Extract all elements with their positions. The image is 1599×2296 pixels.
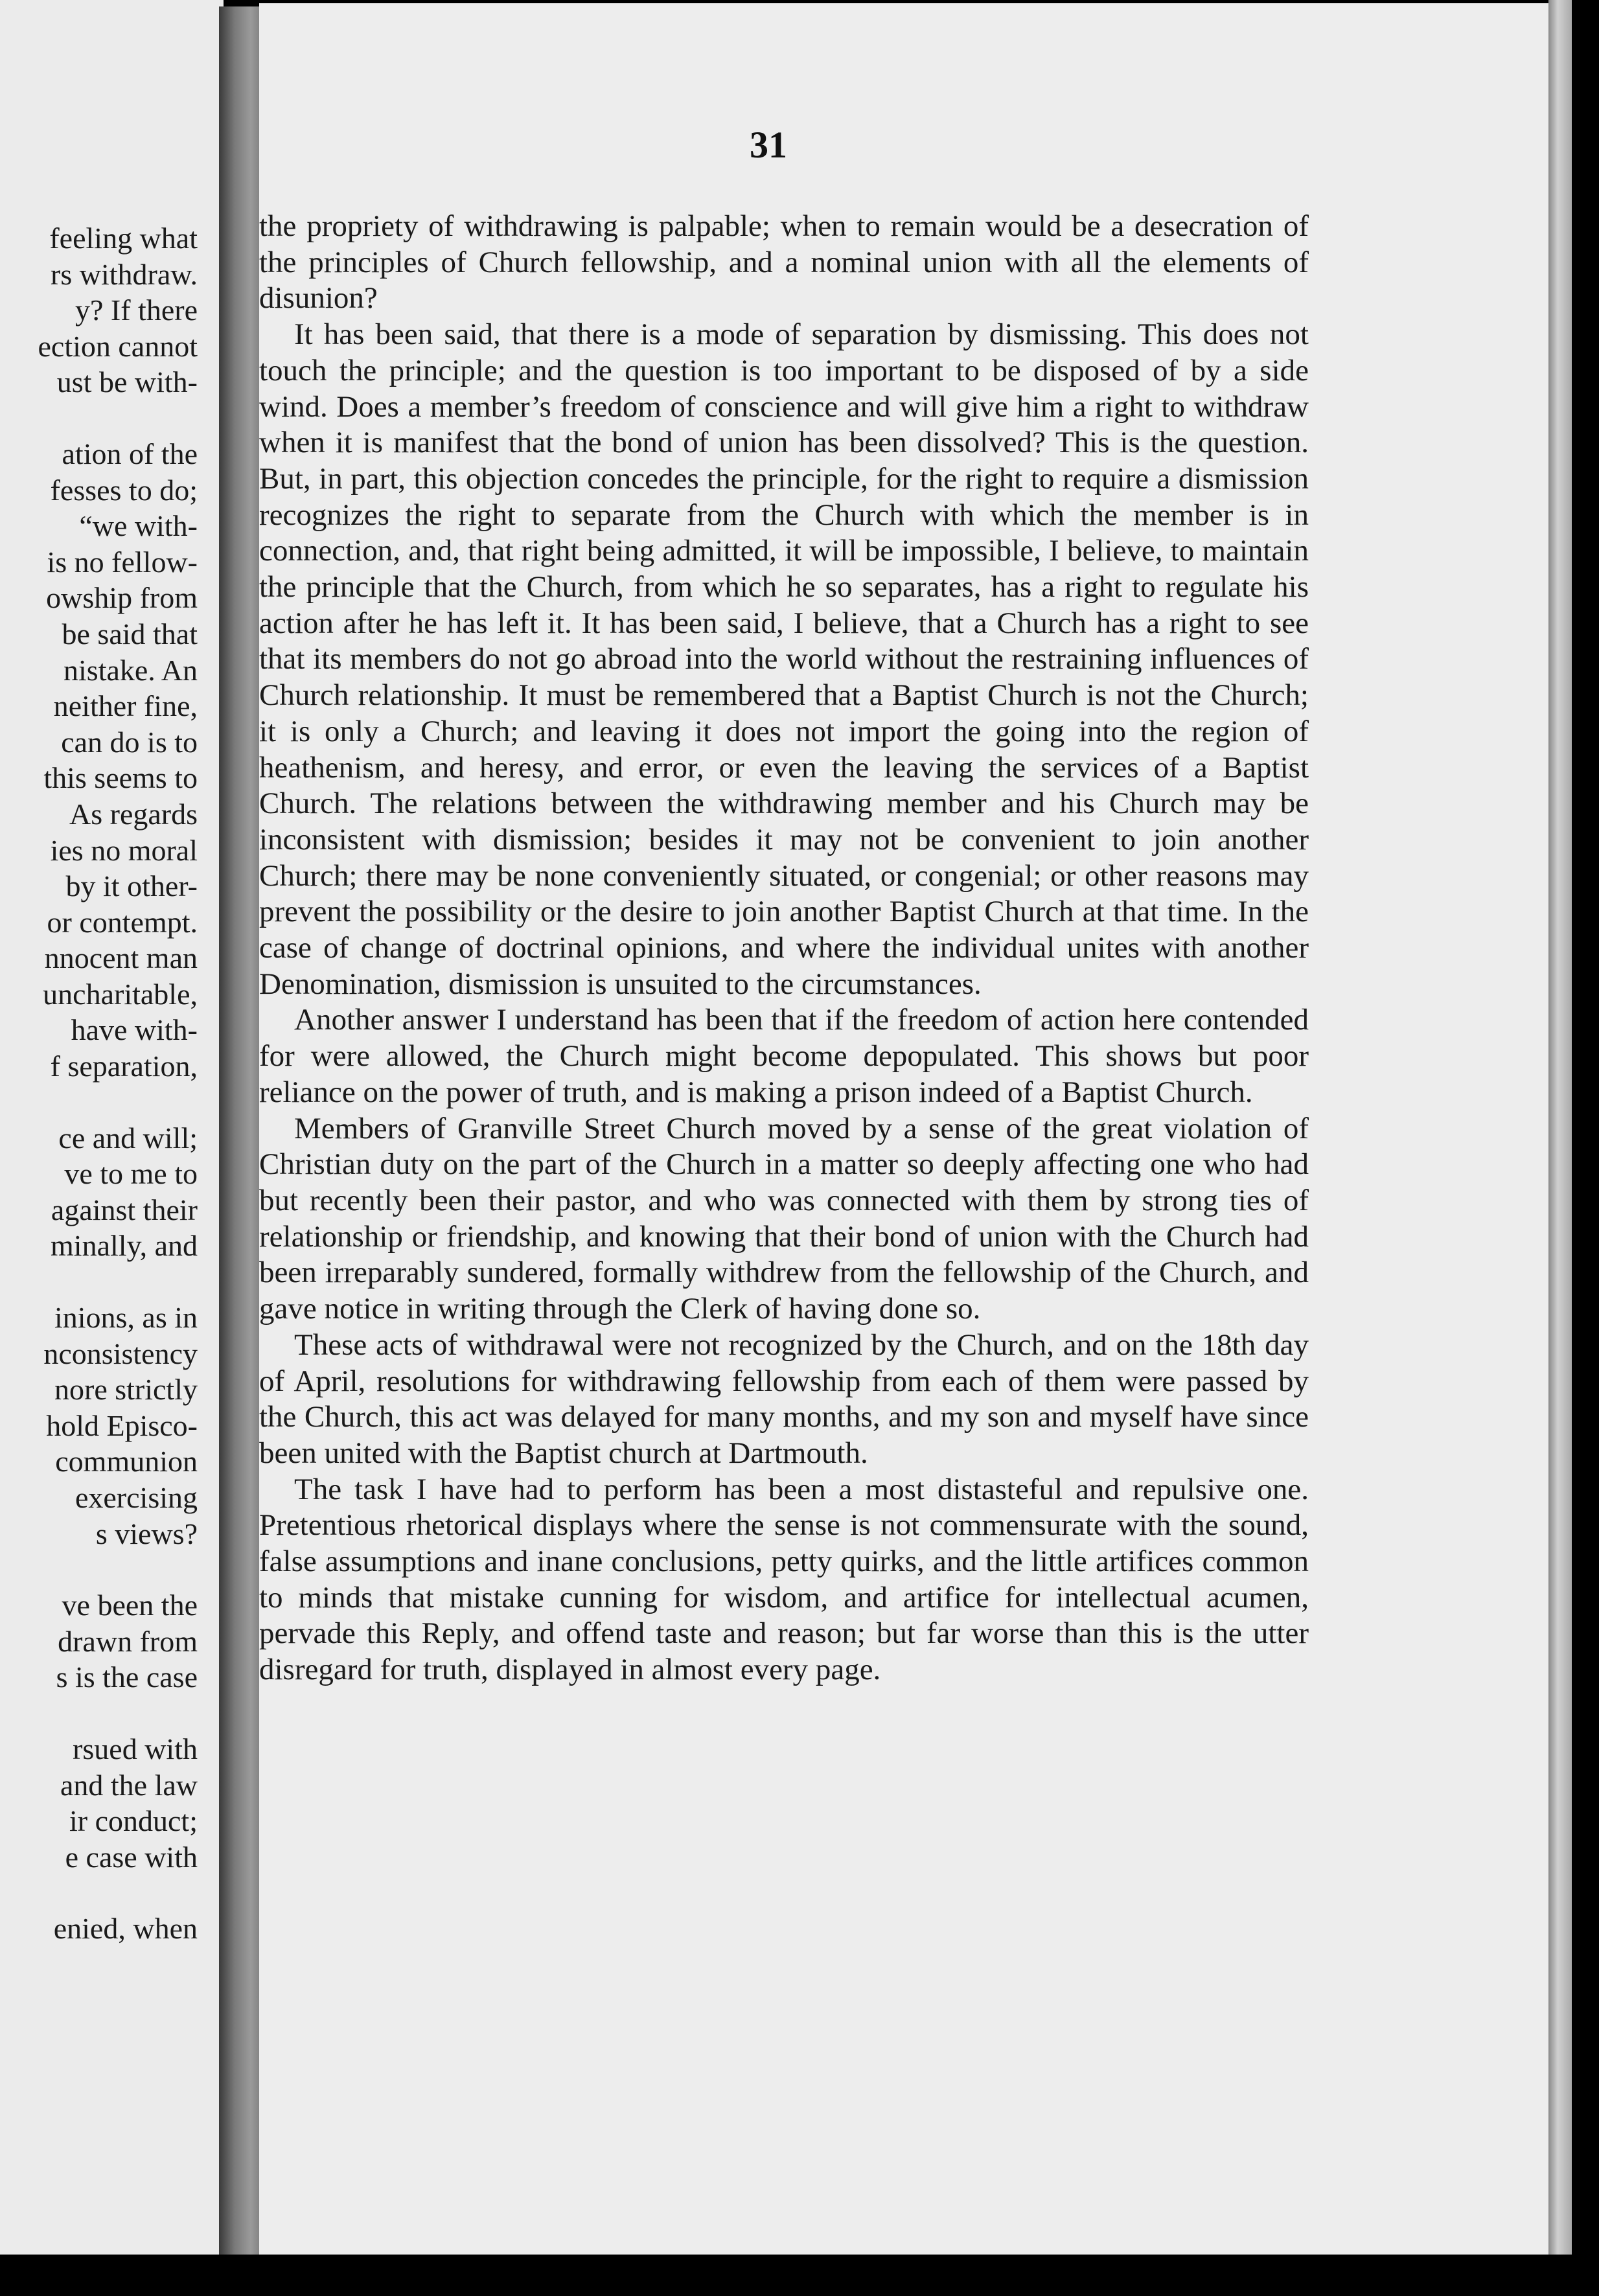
left-page-line (38, 1552, 198, 1587)
left-page-line: e case with (65, 1840, 198, 1874)
left-page-line: s is the case (56, 1660, 198, 1694)
left-page-line (38, 1264, 198, 1300)
left-page-line: drawn from (58, 1624, 198, 1658)
left-page-line: this seems to (43, 761, 198, 795)
left-page-text (38, 220, 198, 1947)
left-page-line: be said that (62, 617, 198, 650)
left-page-line (38, 400, 198, 436)
left-page-line (38, 1085, 198, 1120)
left-page-line: As regards (69, 797, 198, 831)
left-page-line: ve been the (62, 1589, 198, 1622)
left-page-line (38, 1875, 198, 1911)
paragraph: Members of Granville Street Church moved by a sense of the great violation of Christian duty on the part of the Church in a matter so deeply affecting one who had but recently been their pastor, and who was connected with them by strong ties of relationship or friendship, and knowing that their bond of union with the Church had been irreparably sundered, formally withdrew from the fellowship of the Church, and gave notice in writing through the Clerk of having done so. (259, 1111, 1309, 1326)
paragraph: These acts of withdrawal were not recognized by the Church, and on the 18th day of April, resolutions for withdrawing fellowship from each of them were passed by the Church, this act was delayed for many months, and my son and myself have since been united with the Baptist church at Dartmouth. (259, 1327, 1309, 1470)
left-page-line: ection cannot (38, 329, 198, 363)
left-page-line: and the law (60, 1768, 198, 1802)
left-page-line: ir conduct; (69, 1804, 198, 1838)
left-page-line: can do is to (61, 725, 198, 759)
left-page-line: uncharitable, (43, 977, 198, 1011)
paragraph: It has been said, that there is a mode of separation by dismissing. This does not touch the principle; and the question is too important to be disposed of by a side wind. Does a member’s freedom of conscience and will give him a right to withdraw when it is manifest that the bond of union has been dissolved? This is the question. But, in part, this objection concedes the principle, for the right to require a dismission recognizes the right to separate from the Church with which the member is in connection, and, that right being admitted, it will be impossible, I believe, to maintain the principle that the Church, from which he so separates, has a right to regulate his action after he has left it. It has been said, I believe, that a Church has a right to see that its members do not go abroad into the world without the restraining influences of Church relationship. It must be remembered that a Baptist Church is not the Church; it is only a Church; and leaving it does not import the going into the region of heathenism, and heresy, and error, or even the leaving the services of a Baptist Church. The relations between the withdrawing member and his Church may be inconsistent with dismission; besides it may not be convenient to join another Church; there may be none conveniently situated, or congenial; or other reasons may prevent the possibility or the desire to join another Baptist Church at that time. In the case of change of doctrinal opinions, and where the individual unites with another Denomination, dismission is unsuited to the circumstances. (259, 317, 1309, 1001)
body-text (259, 209, 1309, 1688)
left-page-line: is no fellow- (47, 545, 198, 579)
left-page-line: feeling what (49, 222, 198, 255)
left-page-line: neither fine, (53, 689, 198, 723)
left-page-line: enied, when (53, 1912, 198, 1946)
left-page-line: ust be with- (56, 365, 198, 399)
left-page-line: inions, as in (54, 1301, 198, 1335)
left-page-line: hold Episco- (46, 1408, 198, 1442)
left-page-line: nistake. An (63, 653, 198, 687)
left-page-line: have with- (71, 1013, 198, 1047)
left-page-line: “we with- (79, 509, 198, 543)
left-page-line: owship from (46, 581, 198, 615)
left-page-line: y? If there (75, 293, 198, 327)
left-page-line: communion (55, 1445, 198, 1478)
left-page-line: exercising (75, 1481, 198, 1514)
left-page-line: fesses to do; (50, 473, 198, 507)
left-page-line (38, 1695, 198, 1731)
left-page-line: nconsistency (43, 1337, 198, 1370)
page-edge (1548, 0, 1572, 2255)
left-page-line: ve to me to (64, 1157, 198, 1191)
left-page-line: nnocent man (44, 941, 198, 975)
left-page-line: rs withdraw. (51, 257, 198, 291)
left-page-line: ation of the (62, 437, 198, 470)
left-page-line: f separation, (50, 1050, 198, 1083)
left-page-line: nore strictly (54, 1373, 198, 1406)
left-page-line: or contempt. (47, 905, 198, 939)
page-number: 31 (750, 124, 787, 166)
paragraph: The task I have had to perform has been a most distasteful and repulsive one. Pretentious rhetorical displays where the sense is not commensurate with the sound, false assumptions and inane conclusions, petty quirks, and the little artifices common to minds that mistake cunning for wisdom, and artifice for intellectual acumen, pervade this Reply, and offend taste and reason; but far worse than this is the utter disregard for truth, displayed in almost every page. (259, 1472, 1309, 1687)
left-page-line: ies no moral (50, 833, 198, 867)
left-page-line: against their (51, 1193, 198, 1226)
left-page-line: by it other- (65, 869, 198, 903)
left-page-line: minally, and (51, 1229, 198, 1263)
left-page-line: s views? (95, 1517, 198, 1550)
left-page-line: rsued with (73, 1732, 198, 1765)
left-page-fragment (0, 0, 224, 2255)
left-page-line: ce and will; (58, 1121, 198, 1154)
paragraph: the propriety of withdrawing is palpable; when to remain would be a desecration of the principles of Church fellowship, and a nominal union with all the elements of disunion? (259, 209, 1309, 316)
paragraph: Another answer I understand has been that if the freedom of action here contended for were allowed, the Church might become depopulated. This shows but poor reliance on the power of truth, and is making a prison indeed of a Baptist Church. (259, 1003, 1309, 1109)
